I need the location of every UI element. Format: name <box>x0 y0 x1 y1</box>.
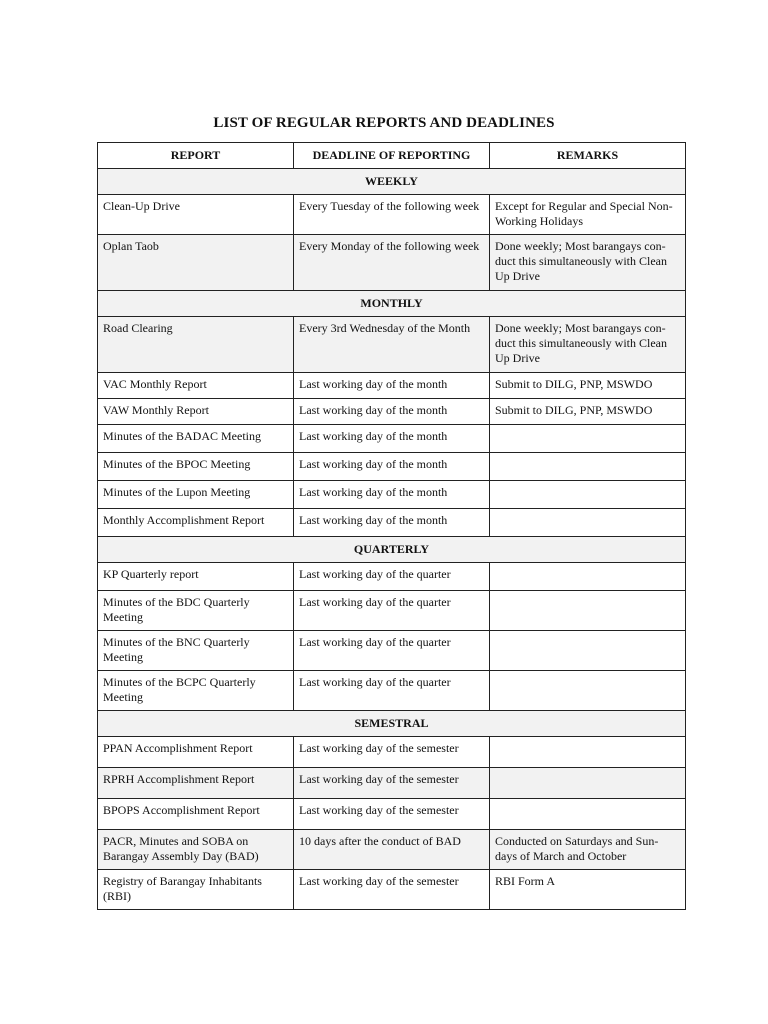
remarks-cell <box>490 481 686 509</box>
table-row <box>98 768 686 799</box>
report-cell: Clean-Up Drive <box>98 195 294 235</box>
report-cell: PACR, Minutes and SOBA on Barangay Assembly Day (BAD) <box>98 830 294 870</box>
remarks-cell <box>490 453 686 481</box>
remarks-cell <box>490 509 686 537</box>
deadline-cell: Last working day of the month <box>294 425 490 453</box>
remarks-cell <box>490 631 686 671</box>
reports-table <box>97 142 686 910</box>
table-row <box>98 737 686 768</box>
remarks-cell <box>490 737 686 768</box>
report-cell: Road Clearing <box>98 317 294 373</box>
table-header <box>98 143 686 169</box>
header-deadline: DEADLINE OF REPORTING <box>294 143 490 169</box>
deadline-cell: Last working day of the quarter <box>294 563 490 591</box>
remarks-cell: RBI Form A <box>490 870 686 910</box>
report-cell: Minutes of the BDC Quarterly Meeting <box>98 591 294 631</box>
deadline-cell: Last working day of the quarter <box>294 671 490 711</box>
remarks-cell: Done weekly; Most barangays con-duct this simultaneously with Clean Up Drive <box>490 317 686 373</box>
table-row <box>98 453 686 481</box>
remarks-cell <box>490 425 686 453</box>
report-cell: VAW Monthly Report <box>98 399 294 425</box>
remarks-cell: Submit to DILG, PNP, MSWDO <box>490 373 686 399</box>
report-cell: PPAN Accomplishment Report <box>98 737 294 768</box>
table-row <box>98 509 686 537</box>
section-row <box>98 537 686 563</box>
deadline-cell: Every 3rd Wednesday of the Month <box>294 317 490 373</box>
remarks-cell <box>490 671 686 711</box>
report-cell: BPOPS Accomplishment Report <box>98 799 294 830</box>
remarks-cell: Conducted on Saturdays and Sun-days of March and October <box>490 830 686 870</box>
table-row <box>98 425 686 453</box>
table-row <box>98 591 686 631</box>
deadline-cell: Last working day of the month <box>294 453 490 481</box>
section-row <box>98 169 686 195</box>
deadline-cell: Last working day of the quarter <box>294 631 490 671</box>
deadline-cell: Last working day of the month <box>294 509 490 537</box>
table-row <box>98 195 686 235</box>
deadline-cell: Last working day of the semester <box>294 799 490 830</box>
deadline-cell: Last working day of the month <box>294 399 490 425</box>
header-report: REPORT <box>98 143 294 169</box>
remarks-cell <box>490 563 686 591</box>
deadline-cell: 10 days after the conduct of BAD <box>294 830 490 870</box>
table-row <box>98 399 686 425</box>
report-cell: Oplan Taob <box>98 235 294 291</box>
deadline-cell: Last working day of the semester <box>294 737 490 768</box>
report-cell: Minutes of the Lupon Meeting <box>98 481 294 509</box>
section-title: MONTHLY <box>98 291 686 317</box>
table-row <box>98 830 686 870</box>
section-row <box>98 711 686 737</box>
deadline-cell: Last working day of the semester <box>294 870 490 910</box>
report-cell: Minutes of the BCPC Quarterly Meeting <box>98 671 294 711</box>
header-row <box>98 143 686 169</box>
report-cell: VAC Monthly Report <box>98 373 294 399</box>
table-body <box>98 169 686 910</box>
remarks-cell <box>490 591 686 631</box>
table-row <box>98 373 686 399</box>
deadline-cell: Last working day of the month <box>294 373 490 399</box>
report-cell: Monthly Accomplishment Report <box>98 509 294 537</box>
page-title: LIST OF REGULAR REPORTS AND DEADLINES <box>213 115 555 131</box>
deadline-cell: Every Monday of the following week <box>294 235 490 291</box>
report-cell: RPRH Accomplishment Report <box>98 768 294 799</box>
table-row <box>98 870 686 910</box>
section-title: SEMESTRAL <box>98 711 686 737</box>
table-row <box>98 481 686 509</box>
section-title: WEEKLY <box>98 169 686 195</box>
remarks-cell <box>490 799 686 830</box>
report-cell: Minutes of the BNC Quarterly Meeting <box>98 631 294 671</box>
deadline-cell: Last working day of the month <box>294 481 490 509</box>
deadline-cell: Last working day of the quarter <box>294 591 490 631</box>
report-cell: Minutes of the BADAC Meeting <box>98 425 294 453</box>
report-cell: Registry of Barangay Inhabitants (RBI) <box>98 870 294 910</box>
table-row <box>98 317 686 373</box>
remarks-cell <box>490 768 686 799</box>
report-cell: Minutes of the BPOC Meeting <box>98 453 294 481</box>
table-row <box>98 563 686 591</box>
deadline-cell: Last working day of the semester <box>294 768 490 799</box>
section-row <box>98 291 686 317</box>
remarks-cell: Submit to DILG, PNP, MSWDO <box>490 399 686 425</box>
deadline-cell: Every Tuesday of the following week <box>294 195 490 235</box>
report-cell: KP Quarterly report <box>98 563 294 591</box>
table-row <box>98 631 686 671</box>
header-remarks: REMARKS <box>490 143 686 169</box>
remarks-cell: Done weekly; Most barangays con-duct this simultaneously with Clean Up Drive <box>490 235 686 291</box>
table-row <box>98 671 686 711</box>
section-title: QUARTERLY <box>98 537 686 563</box>
remarks-cell: Except for Regular and Special Non-Working Holidays <box>490 195 686 235</box>
table-row <box>98 235 686 291</box>
table-row <box>98 799 686 830</box>
